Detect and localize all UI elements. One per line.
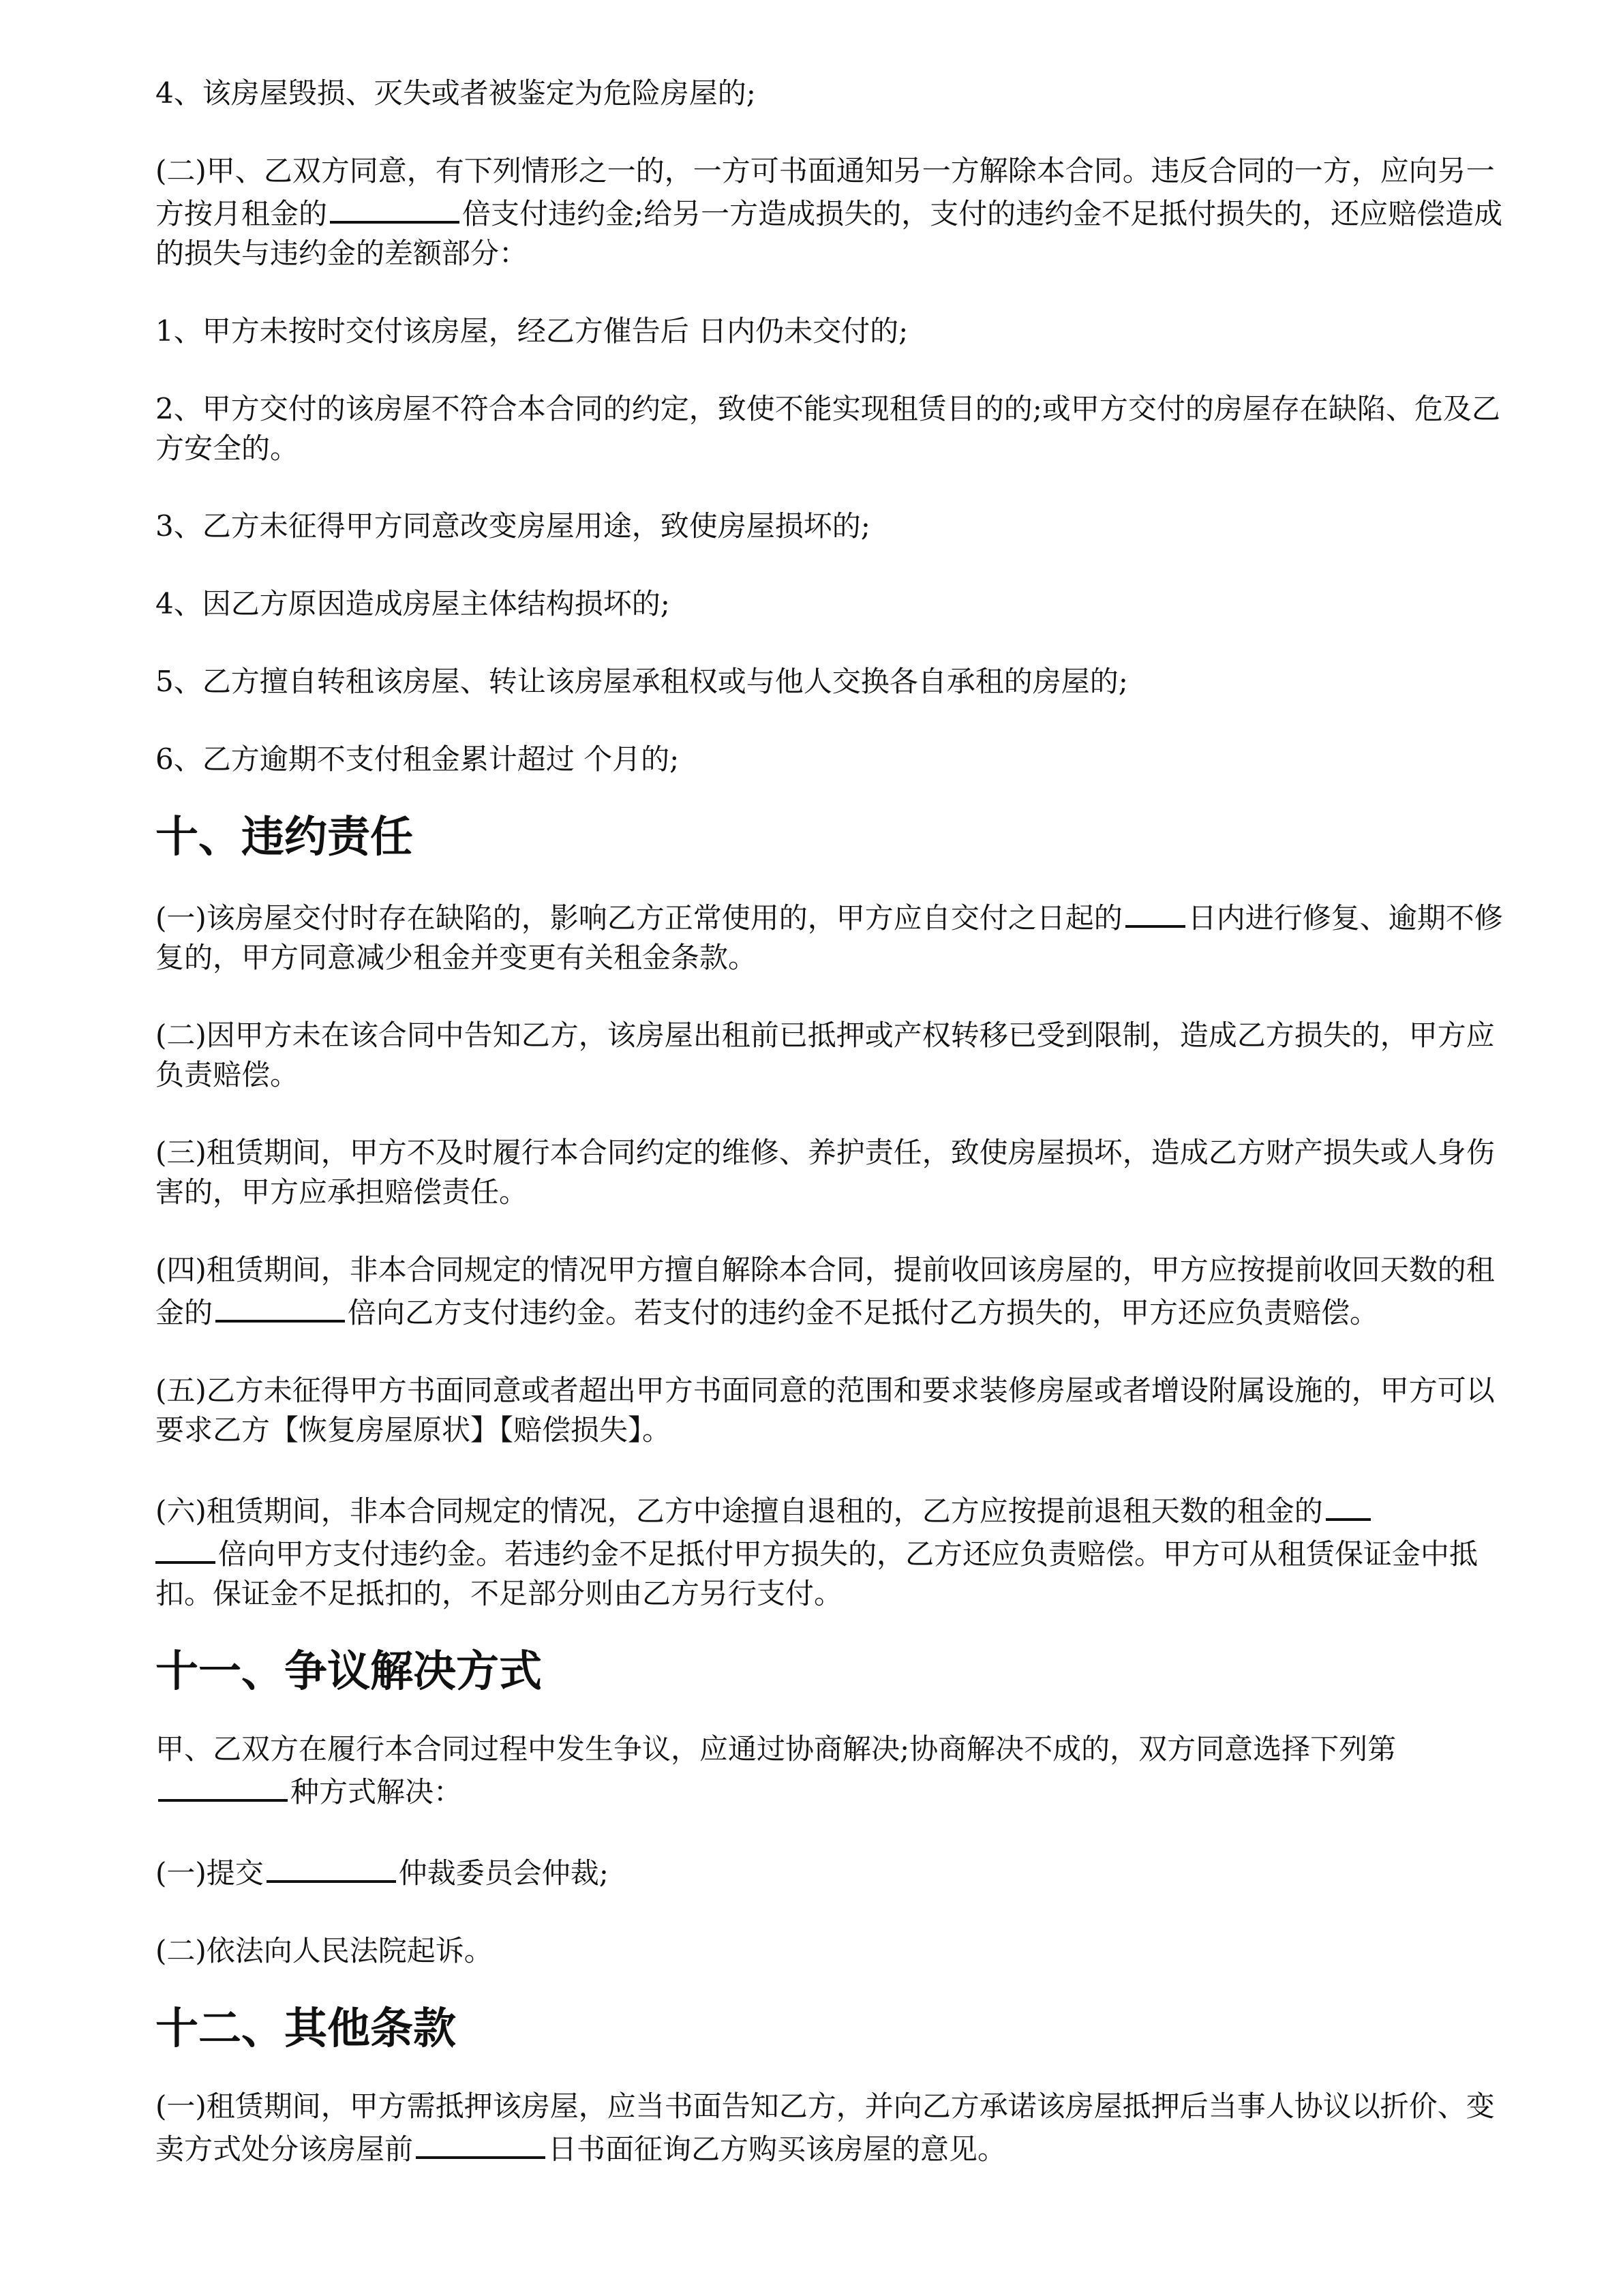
document-page: [155, 74, 1516, 2207]
clause-text: 倍支付违约金;给另一方造成损失的，支付的违约金不足抵付损失的，还应赔偿造成的损失与违约金的差额部分：: [155, 197, 1503, 270]
clause-text: (四)租赁期间，非本合同规定的情况甲方擅自解除本合同，提前收回该房屋的，甲方应按提前收回天数的租金的: [155, 1253, 1495, 1329]
clause-mutual-termination: [155, 151, 1516, 273]
clause-5-sublease: 5、乙方擅自转租该房屋、转让该房屋承租权或与他人交换各自承租的房屋的;: [155, 665, 1128, 698]
clause-text: 日内进行修复、逾期不修复的，甲方同意减少租金并变更有关租金条款。: [155, 901, 1503, 974]
other-clause-1: [155, 2087, 1516, 2169]
breach-clause-5: (五)乙方未征得甲方书面同意或者超出甲方书面同意的范围和要求装修房屋或者增设附属设施的，甲方可以要求乙方【恢复房屋原状】【赔偿损失】。: [155, 1374, 1495, 1447]
clause-2-nonconforming: 2、甲方交付的该房屋不符合本合同的约定，致使不能实现租赁目的的;或甲方交付的房屋存在缺陷、危及乙方安全的。: [155, 392, 1500, 465]
clause-text: 倍向乙方支付违约金。若支付的违约金不足抵付乙方损失的，甲方还应负责赔偿。: [348, 1296, 1379, 1329]
clause-text: 仲裁委员会仲裁;: [398, 1856, 609, 1890]
dispute-option-arbitration: [155, 1850, 1516, 1893]
fill-blank[interactable]: [155, 1531, 215, 1564]
fill-blank[interactable]: [330, 191, 459, 224]
clause-3-change-use: 3、乙方未征得甲方同意改变房屋用途，致使房屋损坏的;: [155, 509, 870, 543]
fill-blank[interactable]: [215, 1290, 345, 1323]
fill-blank[interactable]: [1326, 1488, 1371, 1521]
dispute-option-court: (二)依法向人民法院起诉。: [155, 1934, 493, 1967]
clause-4-damaged: 4、该房屋毁损、灭失或者被鉴定为危险房屋的;: [155, 76, 756, 110]
fill-blank[interactable]: [267, 1850, 396, 1883]
section-heading-other: 十二、其他条款: [155, 2004, 456, 2053]
clause-text: (一)该房屋交付时存在缺陷的，影响乙方正常使用的，甲方应自交付之日起的: [155, 901, 1123, 935]
section-heading-dispute: 十一、争议解决方式: [155, 1646, 542, 1696]
section-heading-breach: 十、违约责任: [155, 812, 413, 862]
breach-clause-3: (三)租赁期间，甲方不及时履行本合同约定的维修、养护责任，致使房屋损坏，造成乙方财产损失或人身伤害的，甲方应承担赔偿责任。: [155, 1136, 1495, 1209]
breach-clause-2: (二)因甲方未在该合同中告知乙方，该房屋出租前已抵押或产权转移已受到限制，造成乙方损失的，甲方应负责赔偿。: [155, 1018, 1495, 1091]
clause-text: 倍向甲方支付违约金。若违约金不足抵付甲方损失的，乙方还应负责赔偿。甲方可从租赁保证金中抵扣。保证金不足抵扣的，不足部分则由乙方另行支付。: [155, 1537, 1478, 1610]
clause-1-not-delivered: 1、甲方未按时交付该房屋，经乙方催告后 日内仍未交付的;: [155, 314, 909, 348]
clause-text: 甲、乙双方在履行本合同过程中发生争议，应通过协商解决;协商解决不成的，双方同意选择下列第: [155, 1732, 1397, 1766]
clause-text: 种方式解决：: [290, 1775, 463, 1809]
fill-blank[interactable]: [158, 1769, 288, 1802]
clause-4-structure: 4、因乙方原因造成房屋主体结构损坏的;: [155, 587, 670, 620]
fill-blank[interactable]: [1125, 895, 1185, 928]
clause-text: (二)甲、乙双方同意，有下列情形之一的，一方可书面通知另一方解除本合同。违反合同的一方，应向另一方按月租金的: [155, 154, 1495, 230]
breach-clause-1: [155, 895, 1516, 978]
clause-6-overdue-rent: 6、乙方逾期不支付租金累计超过 个月的;: [155, 742, 680, 776]
fill-blank[interactable]: [416, 2126, 545, 2159]
clause-text: 日书面征询乙方购买该房屋的意见。: [548, 2132, 1007, 2166]
clause-text: (一)租赁期间，甲方需抵押该房屋，应当书面告知乙方，并向乙方承诺该房屋抵押后当事人协议以折价、变卖方式处分该房屋前: [155, 2089, 1495, 2166]
breach-clause-4: [155, 1250, 1516, 1333]
breach-clause-6: [155, 1488, 1516, 1614]
dispute-clause: [155, 1729, 1516, 1812]
clause-text: (一)提交: [155, 1856, 264, 1890]
clause-text: (六)租赁期间，非本合同规定的情况，乙方中途擅自退租的，乙方应按提前退租天数的租金的: [155, 1494, 1323, 1528]
